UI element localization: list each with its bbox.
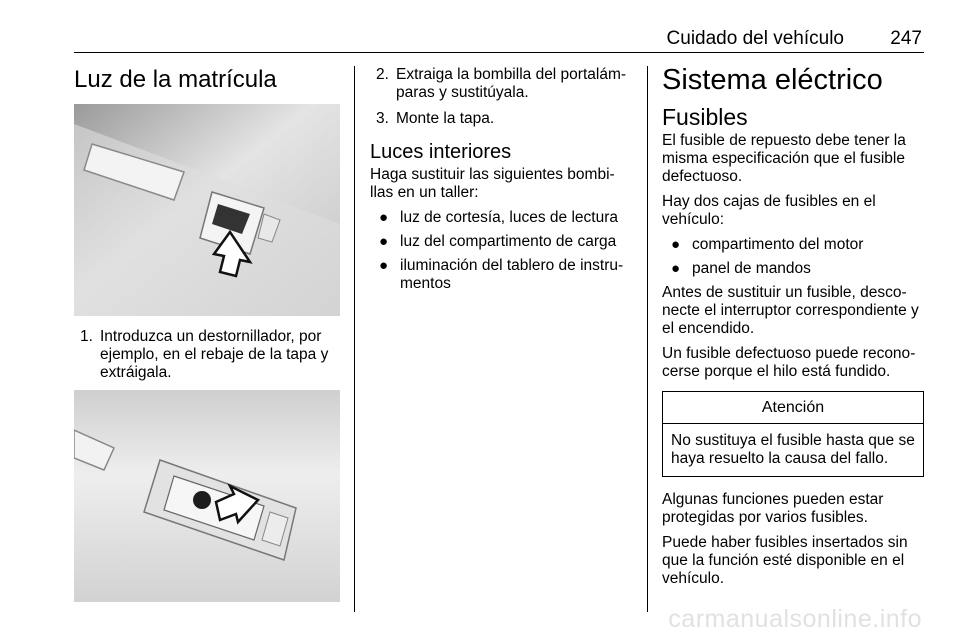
list-item-text: luz de cortesía, luces de lectura: [400, 209, 618, 226]
caution-notice: [662, 391, 924, 477]
page-header: [74, 26, 924, 53]
watermark: carmanualsonline.info: [668, 605, 922, 633]
heading-electrical-system: Sistema eléctrico: [662, 64, 883, 96]
figure-remove-cover: [74, 104, 340, 316]
list-item-text: compartimento del motor: [692, 236, 864, 253]
bullet-icon: ●: [379, 209, 389, 226]
list-item: [662, 236, 924, 254]
interior-bulb-list: [370, 209, 632, 293]
bullet-icon: ●: [379, 233, 389, 250]
step-text: Monte la tapa.: [396, 110, 495, 127]
list-item-text: luz del compartimento de carga: [400, 233, 617, 250]
list-item: [370, 209, 632, 227]
page-number: 247: [890, 28, 922, 49]
bullet-icon: ●: [379, 257, 389, 274]
column-divider-2: [647, 66, 648, 612]
list-item: [662, 260, 924, 278]
section-title: Cuidado del vehículo: [666, 28, 844, 49]
step-number: 3.: [376, 110, 389, 127]
step-number: 2.: [376, 66, 389, 83]
step-text: Introduzca un destornillador, por ejemplo, en el rebaje de la tapa y extráigala.: [100, 328, 329, 381]
paragraph: Antes de sustituir un fusible, desconecte el interruptor correspondiente y el encendido.: [662, 284, 919, 337]
heading-fuses: Fusibles: [662, 104, 748, 130]
paragraph: Hay dos cajas de fusibles en el vehículo:: [662, 193, 876, 228]
steps-list-2: [370, 66, 632, 128]
bullet-icon: ●: [671, 260, 681, 277]
heading-license-plate-light: Luz de la matrícula: [74, 66, 277, 93]
notice-title: Atención: [663, 392, 923, 424]
step-1: [74, 328, 342, 382]
column-3: [662, 60, 924, 595]
bullet-icon: ●: [671, 236, 681, 253]
paragraph: Puede haber fusibles insertados sin que la función esté disponible en el vehículo.: [662, 534, 908, 587]
step-number: 1.: [80, 328, 93, 345]
heading-interior-lights: Luces interiores: [370, 141, 512, 163]
step-3: [370, 110, 632, 128]
paragraph: Un fusible defectuoso puede reconocerse porque el hilo está fundido.: [662, 345, 916, 380]
list-item: [370, 233, 632, 251]
step-2: [370, 66, 632, 102]
column-1: [74, 60, 342, 602]
figure-remove-bulb: [74, 390, 340, 602]
list-item-text: panel de mandos: [692, 260, 811, 277]
list-item-text: iluminación del tablero de instrumentos: [400, 257, 624, 292]
paragraph: El fusible de repuesto debe tener la misma especificación que el fusible defectuoso.: [662, 132, 906, 185]
notice-body: No sustituya el fusible hasta que se haya resuelto la causa del fallo.: [671, 432, 915, 467]
step-text: Extraiga la bombilla del portalámparas y sustitúyala.: [396, 66, 627, 101]
steps-list-1: [74, 328, 342, 382]
fuse-box-list: [662, 236, 924, 278]
paragraph: Algunas funciones pueden estar protegidas por varios fusibles.: [662, 491, 884, 526]
column-divider-1: [354, 66, 355, 612]
list-item: [370, 257, 632, 293]
interior-intro: Haga sustituir las siguientes bombillas en un taller:: [370, 166, 615, 201]
column-2: [370, 66, 632, 299]
